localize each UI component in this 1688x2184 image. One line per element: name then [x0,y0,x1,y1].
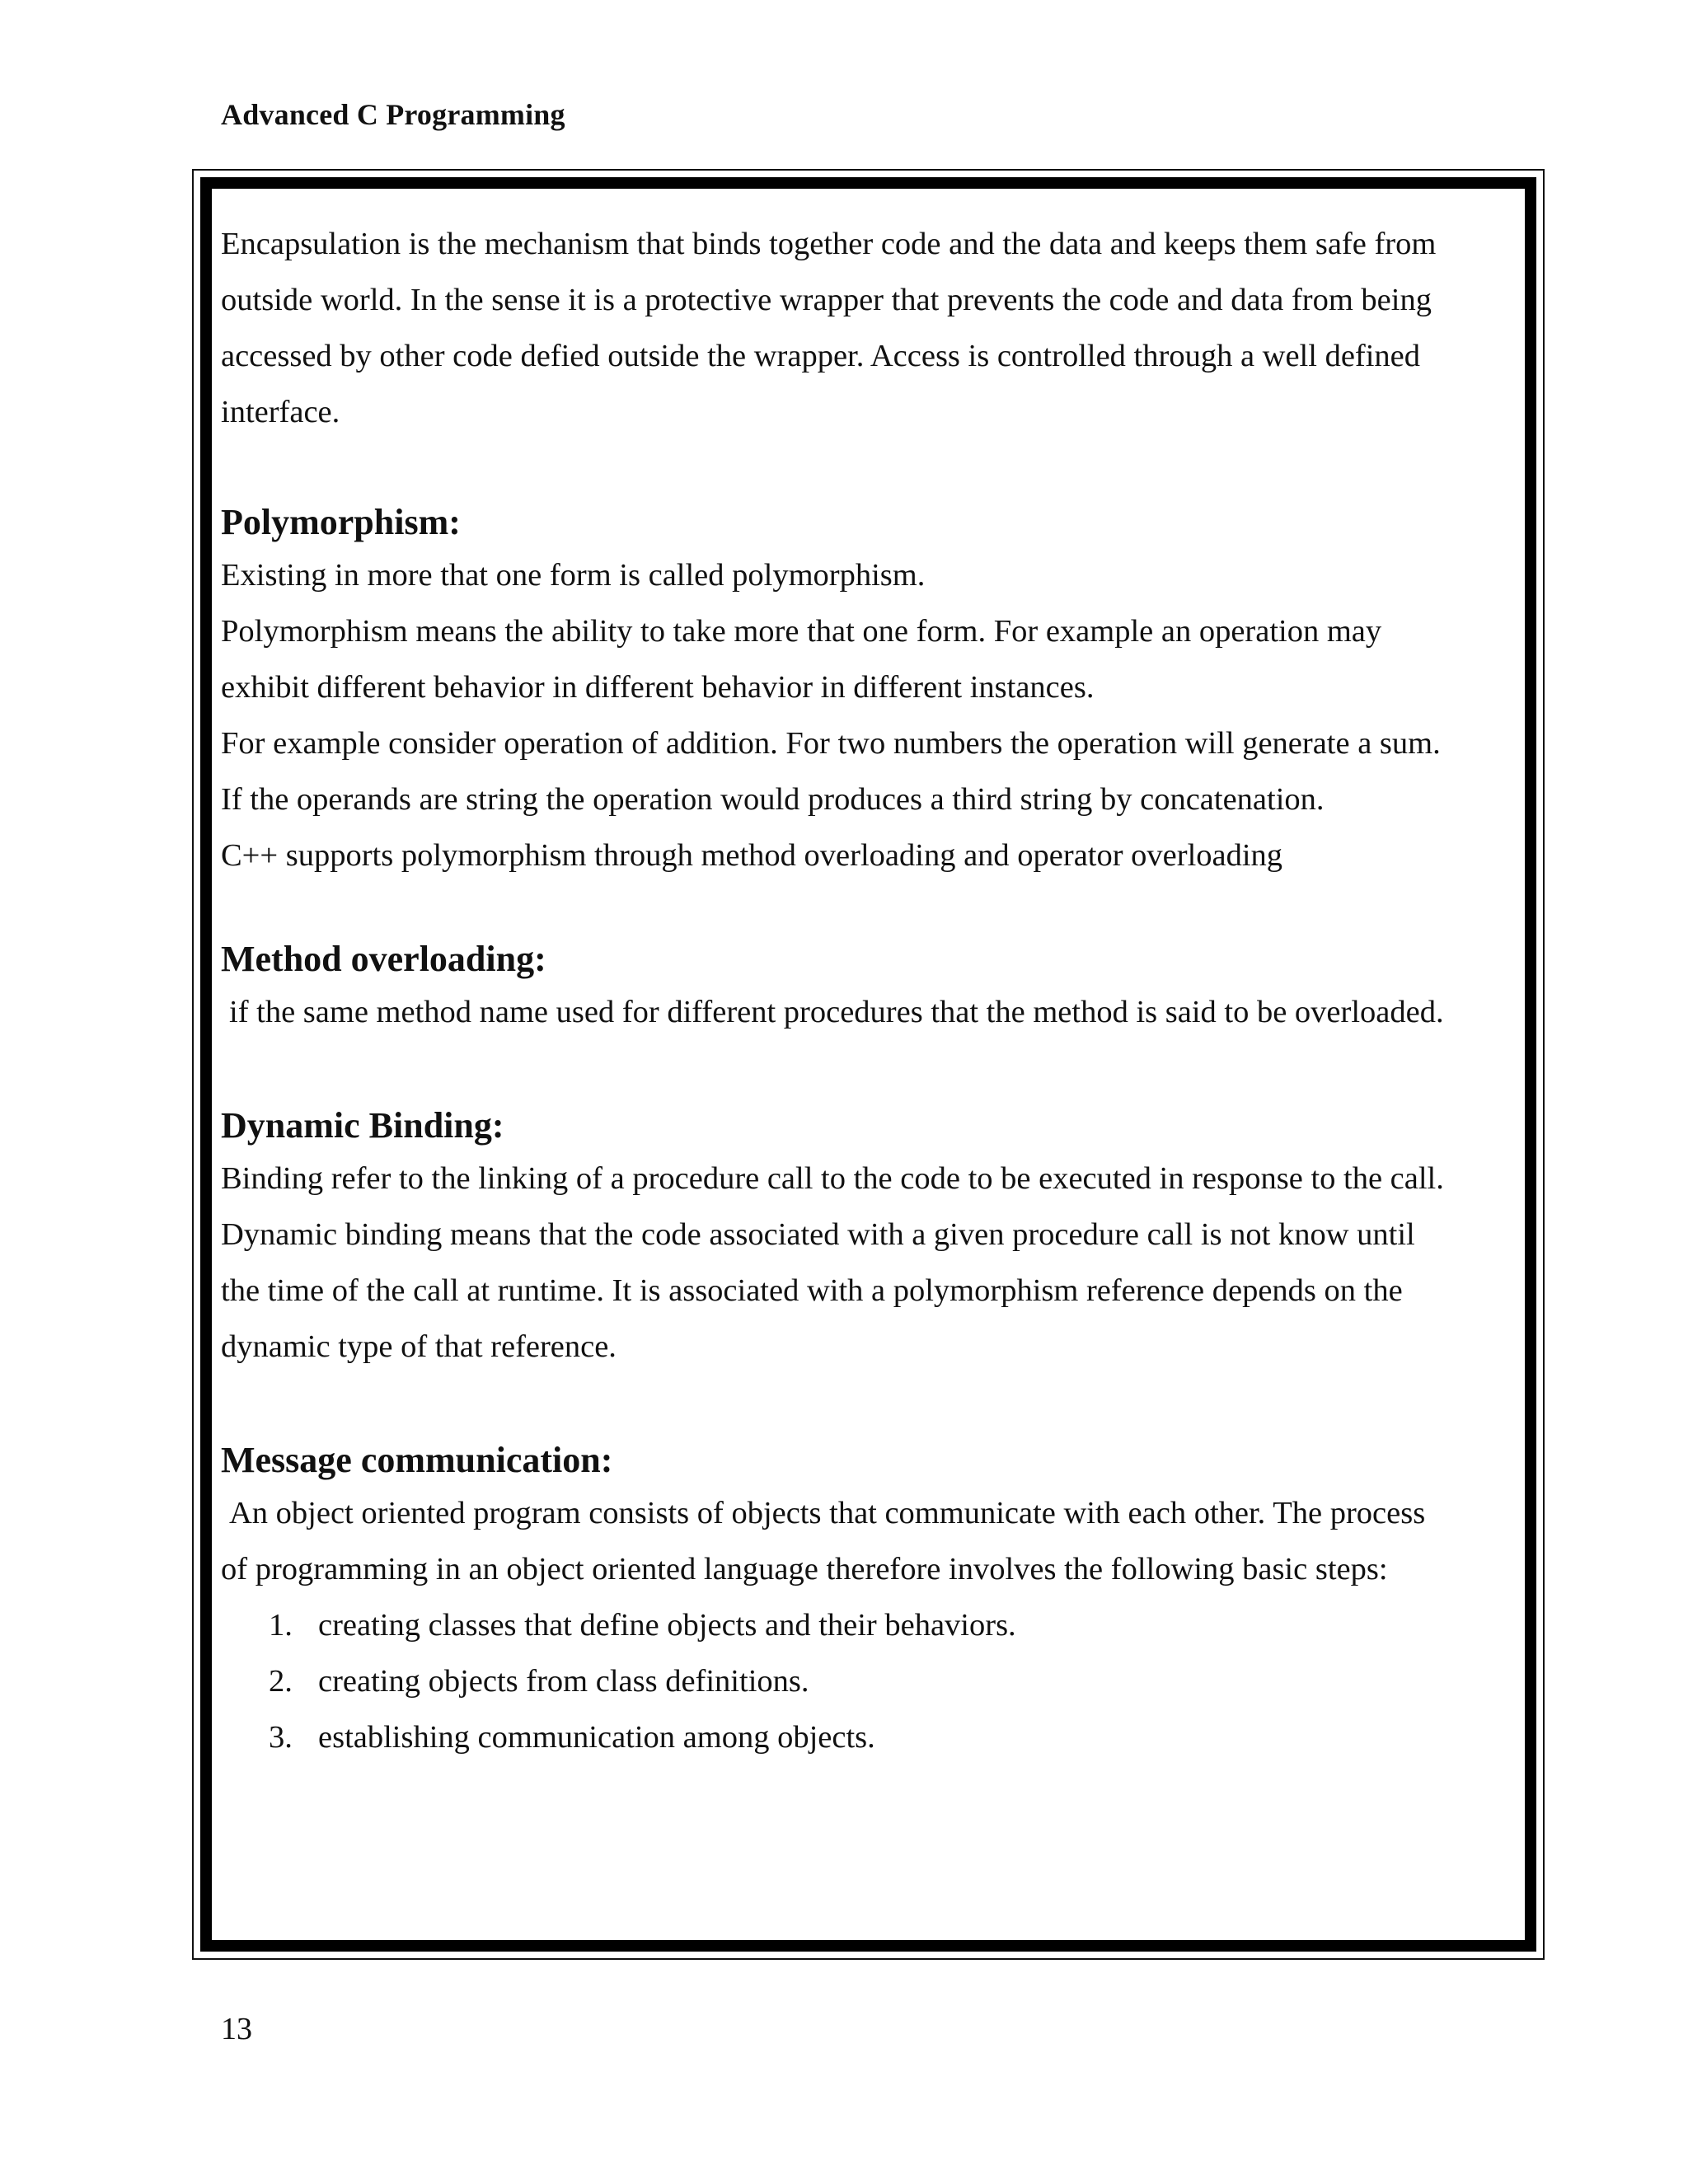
text-line: of programming in an object oriented language therefore involves the following basic steps: [221,1552,1388,1586]
dynamic-binding-section [221,1151,1507,1375]
method-overloading-heading: Method overloading: [221,939,546,979]
text-line: dynamic type of that reference. [221,1329,617,1364]
text-line: if the same method name used for different procedures that the method is said to be overloaded. [229,995,1444,1029]
text-line: If the operands are string the operation would produces a third string by concatenation. [221,782,1325,817]
running-header: Advanced C Programming [221,98,565,131]
list-item-text: establishing communication among objects. [318,1720,875,1755]
text-line: the time of the call at runtime. It is associated with a polymorphism reference depends on the [221,1273,1403,1308]
list-item [221,1653,1507,1709]
list-item-number: 3. [269,1720,293,1755]
message-communication-heading: Message communication: [221,1440,613,1480]
text-line: Dynamic binding means that the code associated with a given procedure call is not know until [221,1217,1415,1252]
page-number: 13 [221,2012,252,2046]
polymorphism-section [221,547,1507,883]
list-item-number: 2. [269,1664,293,1699]
text-line: Encapsulation is the mechanism that binds together code and the data and keeps them safe from [221,227,1437,261]
text-line: exhibit different behavior in different behavior in different instances. [221,670,1095,705]
text-line: outside world. In the sense it is a protective wrapper that prevents the code and data from being [221,283,1432,317]
text-line: interface. [221,395,340,429]
steps-list [221,1597,1507,1765]
text-line: Existing in more that one form is called polymorphism. [221,558,926,593]
text-line: Binding refer to the linking of a procedure call to the code to be executed in response to the call. [221,1161,1444,1196]
encapsulation-paragraph [221,216,1507,440]
page-content [221,216,1507,1765]
list-item [221,1597,1507,1653]
polymorphism-heading: Polymorphism: [221,502,461,542]
list-item [221,1709,1507,1765]
dynamic-binding-heading: Dynamic Binding: [221,1105,504,1146]
message-communication-section [221,1485,1507,1765]
method-overloading-section [221,984,1507,1040]
text-line: C++ supports polymorphism through method overloading and operator overloading [221,838,1283,873]
list-item-number: 1. [269,1608,293,1643]
text-line: accessed by other code defied outside the wrapper. Access is controlled through a well defined [221,339,1421,373]
text-line: For example consider operation of addition. For two numbers the operation will generate a sum. [221,726,1441,761]
text-line: Polymorphism means the ability to take more that one form. For example an operation may [221,614,1382,649]
list-item-text: creating classes that define objects and their behaviors. [318,1608,1016,1643]
text-line: An object oriented program consists of objects that communicate with each other. The process [229,1496,1426,1530]
list-item-text: creating objects from class definitions. [318,1664,809,1699]
